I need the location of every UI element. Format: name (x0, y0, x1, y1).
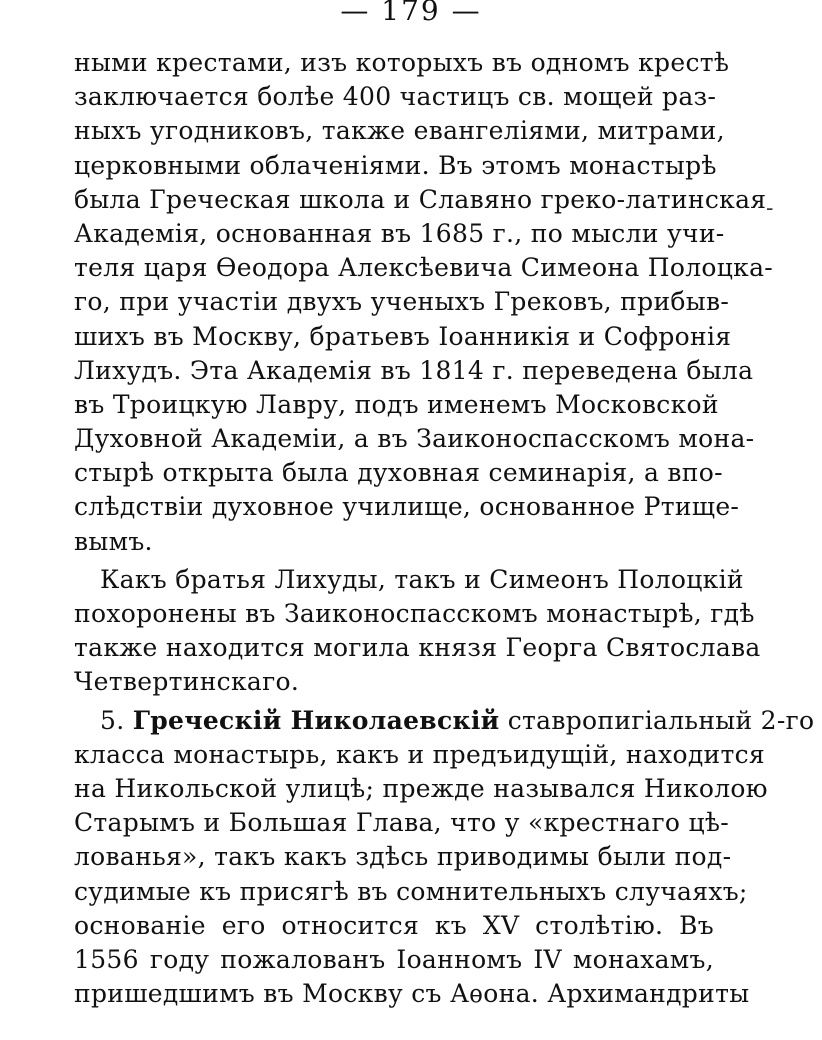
text-line: пришедшимъ въ Москву съ Аѳона. Архимандриты (74, 979, 750, 1009)
text-line: Академія, основанная въ 1685 г., по мысли учи- (74, 218, 725, 248)
page-number: — 179 — (340, 0, 482, 27)
text-line: ныхъ угодниковъ, также евангеліями, митрами, (74, 116, 725, 146)
text-line: шихъ въ Москву, братьевъ Іоанникія и Софронія (74, 321, 732, 351)
text-line: Четвертинскаго. (74, 667, 300, 697)
text-line: ными крестами, изъ которыхъ въ одномъ крестѣ (74, 48, 730, 77)
text-line: была Греческая школа и Славяно греко-латинская (74, 184, 767, 214)
text-line: Старымъ и Большая Глава, что у «крестнаго цѣ- (74, 808, 729, 838)
text-line: также находится могила князя Георга Святослава (74, 633, 761, 663)
text-line: церковными облаченіями. Въ этомъ монастырѣ (74, 150, 717, 180)
text-line: слѣдствіи духовное училище, основанное Ртище- (74, 492, 740, 522)
text-line: заключается болѣе 400 частицъ св. мощей раз- (74, 82, 717, 112)
text-line: Какъ братья Лихуды, такъ и Симеонъ Полоцкій (100, 564, 744, 594)
text-line: 1556 году пожалованъ Іоанномъ IV монахамъ, (74, 944, 714, 974)
paragraph (74, 46, 774, 559)
heading-continuation: ставропигіальный 2-го (507, 705, 815, 735)
margin-mark: - (766, 196, 774, 221)
text-line: Лихудъ. Эта Академія въ 1814 г. переведена была (74, 355, 754, 385)
numbered-paragraph (74, 704, 815, 1012)
text-line: основаніе его относится къ XV столѣтію. Въ (74, 910, 714, 940)
text-line: класса монастырь, какъ и предъидущій, находится (74, 739, 765, 769)
text-line: похоронены въ Заиконоспасскомъ монастырѣ, гдѣ (74, 599, 755, 628)
body-text (74, 46, 815, 1011)
paragraph (74, 563, 761, 700)
section-number: 5. (100, 705, 125, 735)
text-line: на Никольской улицѣ; прежде назывался Николою (74, 773, 768, 803)
text-line: судимые къ присягѣ въ сомнительныхъ случаяхъ; (74, 876, 748, 906)
text-line: стырѣ открыта была духовная семинарія, а впо- (74, 458, 723, 488)
section-heading: Греческій Николаевскій (132, 705, 500, 735)
text-line: въ Троицкую Лавру, подъ именемъ Московской (74, 389, 719, 419)
text-line: лованья», такъ какъ здѣсь приводимы были под- (74, 842, 732, 872)
text-line: вымъ. (74, 526, 153, 556)
text-line: теля царя Ѳеодора Алексѣевича Симеона Полоцка- (74, 253, 774, 283)
text-line: го, при участіи двухъ ученыхъ Грековъ, прибыв- (74, 287, 730, 317)
text-line (74, 704, 815, 738)
text-line: Духовной Академіи, а въ Заиконоспасскомъ мона- (74, 424, 755, 454)
